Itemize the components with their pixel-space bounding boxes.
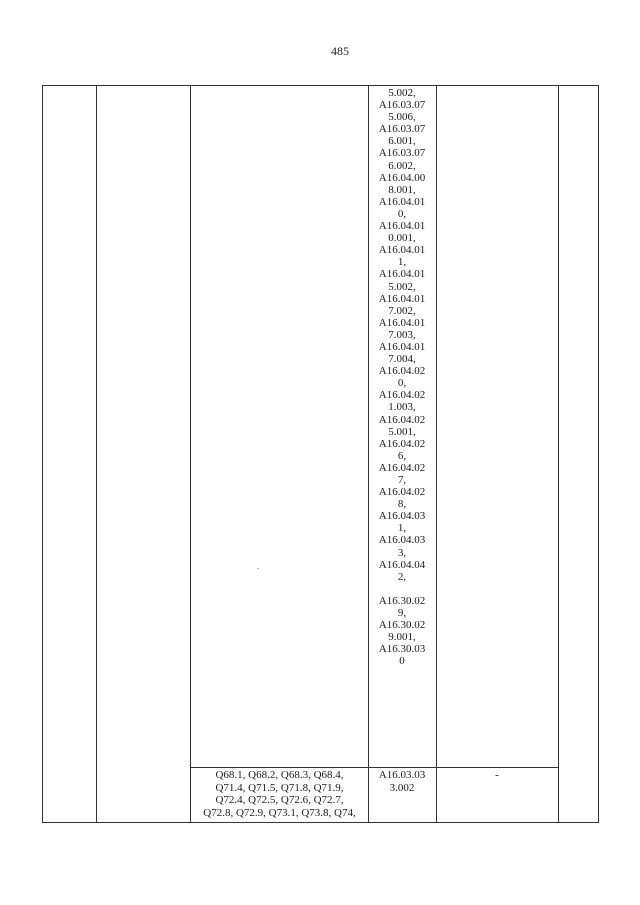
code-line: 0,	[397, 377, 407, 390]
diagnoses-line: Q72.4, Q72.5, Q72.6, Q72.7,	[215, 794, 344, 807]
column-divider-1	[96, 85, 97, 823]
code-line: 6.001,	[388, 135, 416, 148]
procedure-code-line: A16.03.03	[378, 769, 426, 781]
code-line: 1.003,	[388, 401, 416, 414]
code-line: A16.04.01	[378, 195, 426, 208]
code-line: A16.04.03	[378, 510, 426, 523]
code-line: 3,	[397, 546, 407, 559]
column-divider-2	[190, 85, 191, 823]
code-line: A16.04.00	[378, 171, 426, 184]
column-divider-5	[558, 85, 559, 823]
code-line: 5.006,	[388, 111, 416, 124]
code-line: A16.04.02	[378, 389, 426, 402]
code-line: 1,	[397, 522, 407, 535]
codes-gap	[368, 583, 436, 595]
codes-list-after-gap	[368, 595, 436, 668]
code-line: 6,	[397, 449, 407, 462]
column-divider-4	[436, 85, 437, 823]
code-line: A16.04.02	[378, 365, 426, 378]
procedure-code-line: 3.002	[389, 781, 415, 794]
code-line: A16.04.01	[378, 220, 426, 233]
code-line: 7.003,	[388, 328, 416, 341]
code-line: A16.04.03	[378, 534, 426, 547]
code-line: 2,	[397, 570, 407, 583]
diagnoses-cell	[191, 769, 368, 819]
code-line: A16.04.01	[378, 268, 426, 281]
dash-cell: -	[495, 769, 499, 781]
code-line: 9.001,	[388, 631, 416, 644]
code-line: 7.002,	[388, 304, 416, 317]
code-line: 1,	[397, 256, 407, 269]
code-line: A16.04.02	[378, 413, 426, 426]
code-line: 5.002,	[388, 87, 416, 99]
scan-speck	[257, 568, 259, 569]
code-line: 7.004,	[388, 353, 416, 366]
code-line: A16.04.02	[378, 461, 426, 474]
code-line: A16.04.02	[378, 486, 426, 499]
diagnoses-line: Q68.1, Q68.2, Q68.3, Q68.4,	[215, 769, 344, 781]
table-frame	[42, 85, 599, 823]
code-line: A16.03.07	[378, 123, 426, 136]
code-line: 6.002,	[388, 159, 416, 172]
code-line: 5.002,	[388, 280, 416, 293]
code-line: A16.03.07	[378, 147, 426, 160]
code-line: 5.001,	[388, 425, 416, 438]
code-line: 0,	[397, 207, 407, 220]
code-line: A16.03.07	[378, 99, 426, 112]
code-line: 7,	[397, 474, 407, 486]
code-line: 0.001,	[388, 232, 416, 245]
code-line: A16.30.02	[378, 619, 426, 632]
codes-list	[368, 87, 436, 583]
diagnoses-line: Q71.4, Q71.5, Q71.8, Q71.9,	[215, 781, 344, 794]
code-line: A16.30.02	[378, 594, 426, 607]
code-line: A16.04.02	[378, 437, 426, 450]
code-line: 9,	[397, 606, 407, 619]
row-divider	[190, 767, 558, 768]
code-line: A16.04.04	[378, 558, 426, 571]
code-line: A16.30.03	[378, 643, 426, 656]
code-line: 0	[399, 655, 405, 668]
codes-column	[368, 87, 436, 667]
code-line: A16.04.01	[378, 340, 426, 353]
code-line: A16.04.01	[378, 244, 426, 257]
code-line: A16.04.01	[378, 292, 426, 305]
procedure-code-cell	[368, 769, 436, 794]
code-line: 8,	[397, 498, 407, 511]
page-number: 485	[331, 44, 349, 58]
code-line: A16.04.01	[378, 316, 426, 329]
code-line: 8.001,	[388, 183, 416, 196]
diagnoses-line: Q72.8, Q72.9, Q73.1, Q73.8, Q74,	[203, 806, 356, 819]
